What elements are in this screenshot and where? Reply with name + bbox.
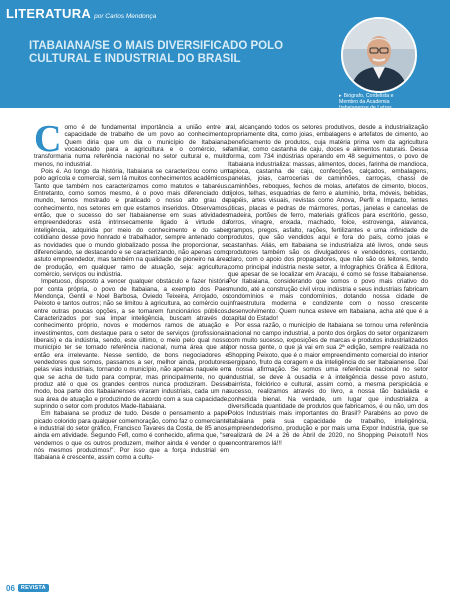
bio-line: Itabaianense de Letras (339, 105, 392, 112)
header-banner (0, 0, 450, 112)
drop-cap: C (34, 118, 62, 160)
bio-line: ▸ Biógrafo, Cordelista e (339, 93, 447, 99)
article-paragraph (34, 118, 229, 168)
article-paragraph: ral, alcançando todos os setores produtivos, desde a industrialização propriamente dita, como joias, embalagens e artefatos de cimento, ao beneficiamento de produtos, cuja matéria prima vem da agricultura familiar, como castanha de caju, doces e alimentos naturais. Dessa forma, com 734 indústrias operando em 48 seguimentos, o povo de Itabaiana industrializa: massas, alimentos, doces, farinha de mandioca, tapioca, castanha de caju, confecções, calçados, embalagens, panelas, joias, carrocerias de caminhões, carroças, chassi de caminhões, reboques, fechos de molas, artefatos de cimento, blocos, tijolos, telhas, esquadrias de ferro e alumínio, brita, móveis, bebidas, papéis, artes visuais, revistas como Anova, Perfil e Impacto, lentes óticas, placas e pedras de mármores, portas, janelas e cancelas de madeira, portões de ferro, materiais gráficos para escritório, gesso, forros, vinagre, enxada, machado, foice, estrovenga, alavanca, grampos, pregos, asfalto, rações, fertilizantes e uma infinidade de produtos, que são vendidos aqui e fora do país, como joias e castanhas. Aliás, em Itabaiana se industrializa até livros, onde seus produtores também são os divulgadores e vendedores, contando, claro, com o apoio dos propagadores, que não são os leitores, tendo como principal indústria neste setor, a Infographics Gráfica & Editora, que apesar de se localizar em Aracaju, é como se fosse Itabaianense. Por Itabaiana, considerando que somos o povo mais criativo do mundo, até a construção civil virou indústria e seus industriais fabricam condomínios e mais condomínios, dotando nossa cidade de infraestrutura moderna e condizente com o nosso crescente desenvolvimento. Quem nunca esteve em Itabaiana, acha até que é a capital do Estado! (228, 124, 428, 322)
article-column-right (228, 124, 428, 447)
bio-line: Membro da Academia (339, 99, 390, 106)
magazine-logo: REVISTA (18, 584, 49, 592)
column-author: por Carlos Mendonça (94, 13, 157, 20)
section-name: LITERATURA (6, 6, 92, 21)
article-paragraph: Pois é. Ao longo da história, Itabaiana se caracterizou como um polo agrícola e comercial, sem lá muitos conhecimentos acadêmicos. Tanto que também nos caracterizamos como matutos e tabaréus. Entretanto, como somos mesmo, é o povo mais diferenciado do mundo, temos mostrado e praticado o nosso alto grau de conhecimento, nos setores em que estamos inseridos. Observamos, então, que o sucesso do ser Itabaianense em suas atividades empreendedoras está intrinsecamente ligado à virtude da inteligência, adquirida por meio do conhecimento e do saber cotidiano desse povo honrado e trabalhador, sempre antenado com as novidades que o mundo globalizado possa lhe proporcionar, se diferenciando, se destacando e se caracterizando, não apenas como astuto empreendedor, mas também na qualidade de pioneiro na área de produção, em qualquer ramo de atuação, seja: agricultura, comércio, serviços ou indústria. (34, 168, 229, 278)
author-photo (341, 17, 417, 93)
article-headline: ITABAIANA/SE O MAIS DIVERSIFICADO POLO CULTURAL E INDUSTRIAL DO BRASIL (29, 40, 284, 65)
paragraph-text: omo é de fundamental importância a união entre a capacidade de trabalho de um povo ao conhecimento. Quem diria que um dia o município de Itabaiana, vocacionado para a agricultura e o comércio, se transformaria numa referência nacional no setor cultural e, muito menos, no industrial. (34, 124, 229, 168)
article-paragraph: Em Itabaiana se produz de tudo. Desde o pensamento a papel picado colorido para qualquer comemoração, como faz o comerciante e industrial do setor gráfico, Francisco Tavares da Costa, de 85 anos, ainda em atividade. Segundo Fefl, como é conhecido, afirma que, "se vendemos o que os outros produzem, melhor ainda é vender o que nós mesmos produzimos!". Por isso que a força industrial em Itabaiana é crescente, assim como a cultu- (34, 410, 229, 462)
article-paragraph: Por essa razão, o município de Itabaiana se tornou uma referência nacional no campo industrial, a ponto dos órgãos do setor organizarem com muito sucesso, exposições de marcas e produtos industrializados por nossa gente, o que já vai em sua 2ª edição, sempre realizada no Shopping Peixoto, que é o maior empreendimento comercial do interior sergipano, fruto da coragem e da inteligência do ser Itabaianense. Daí a nossa afirmação. Se somos uma referência nacional no setor industrial, se deve à ousadia e à inteligência desse povo astuto, bairrista, folclórico e cultural, assim como, a mesma perspicácia e sucesso, realizamos através do livro, a nossa tão badalada e conhecida bienal. Na verdade, um lugar que industrializa a diversificada quantidade de produtos que fabricamos, é ou não, um dos Polos Industriais mais importantes do Brasil? Parabéns ao povo de Itabaiana pela sua capacidade de trabalho, inteligência, empreendedorismo, produção e por mais uma Expor Indústria, que se realizará de 24 a 26 de Abril de 2020, no Shopping Peixoto!!! Nos encontraremos lá!!! (228, 322, 428, 447)
author-bio (339, 93, 447, 112)
page-number: 06 (6, 583, 15, 593)
section-title (6, 6, 156, 21)
article-column-left (34, 118, 229, 462)
page-footer (6, 582, 49, 594)
article-paragraph: Impetuoso, disposto a vencer qualquer obstáculo e fazer história por conta própria, o povo de Itabaiana, a exemplo dos Paes Mendonça, Gentil e Noel Barbosa, Oviedo Teixeira, Arrojado, os Peixoto e tantos outros; não se limitou à agricultura, ao comércio ou, entre outras poucas opções, a se tornarem funcionários públicos. Caracterizados por sua ímpar inteligência, buscam através do conhecimento próprio, novos e modernos ramos de atuação e investimentos, com destaque para o setor de serviços (profissionais liberais) e da indústria, sendo, este último, o meio pelo qual nosso município ter se tornado referência nacional, numa área que até então era irrelevante. Nesse sentido, de bons negociadores e vendedores que somos, passamos a ser, melhor ainda, produtores pelas vias industriais, tornando o município, não apenas naquele em que se acha de tudo para comprar, mas principalmente, no que produz até o que os grandes centros nunca produziram. Desse modo, boa parte dos Itabaianenses viraram industriais, cada um na sua área de atuação e produzindo de acordo com a sua capacidade, suprindo o setor com produtos Made-Itabaiana. (34, 278, 229, 411)
